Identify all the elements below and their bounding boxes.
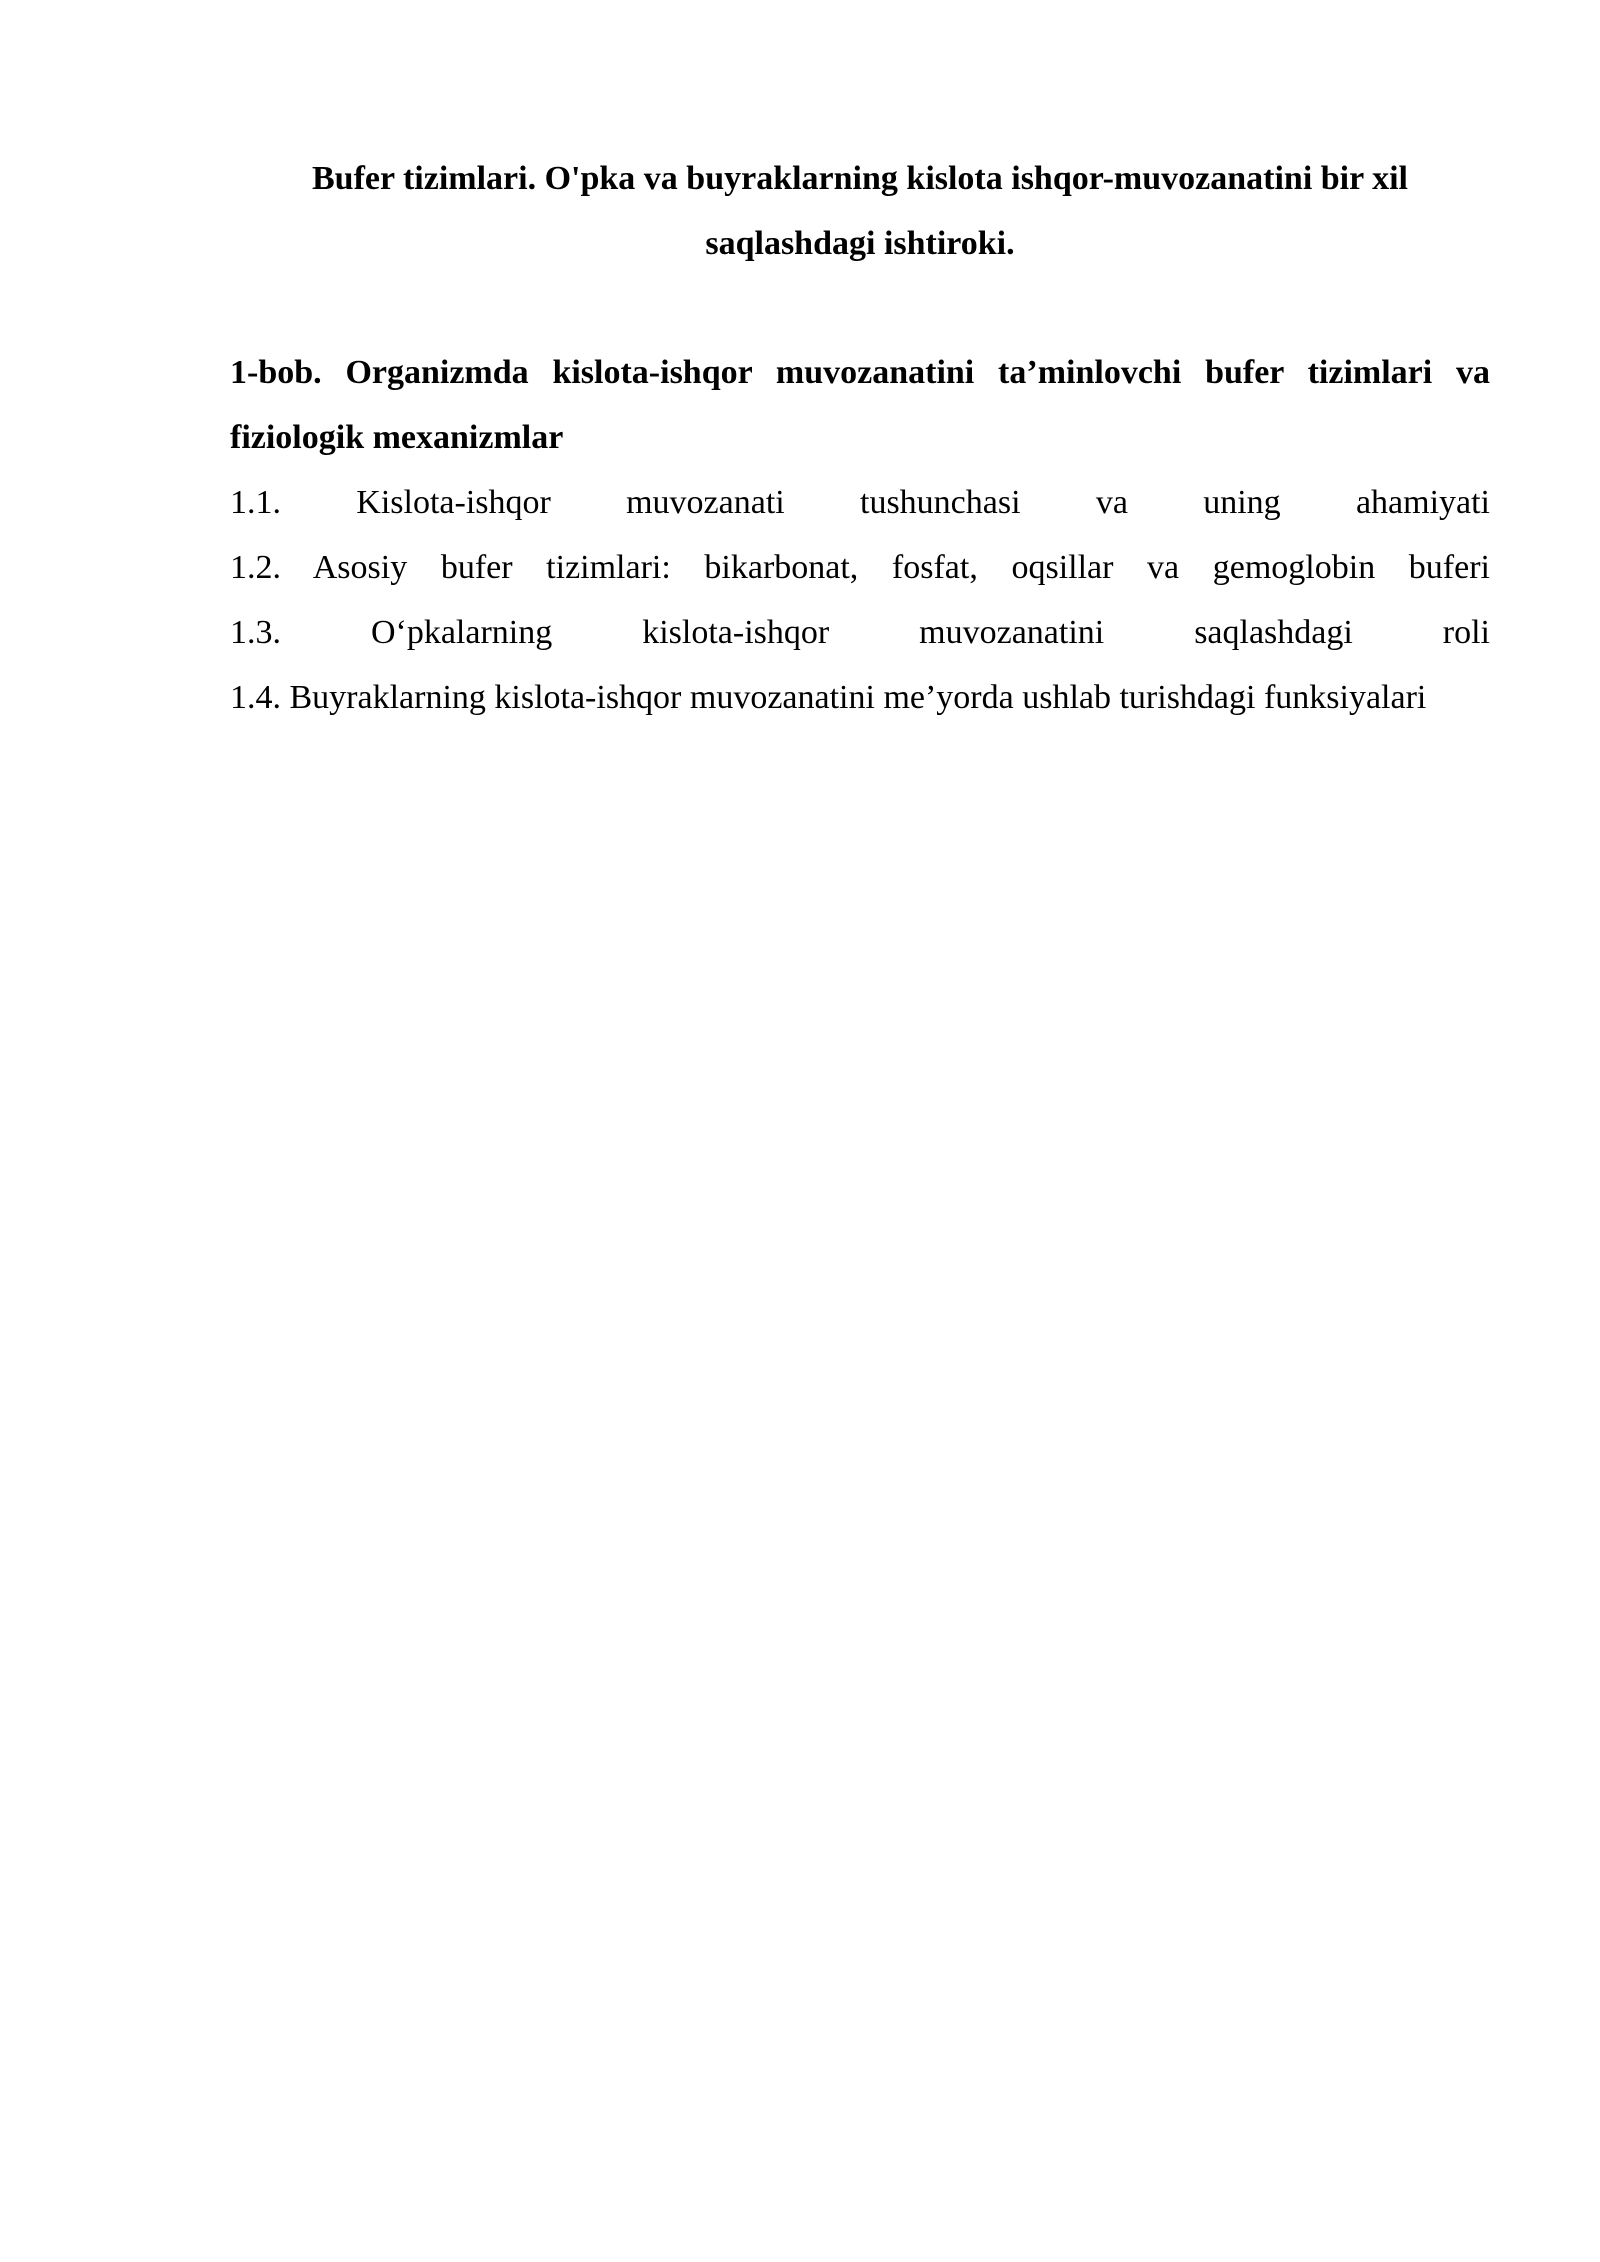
toc-item-1-3: 1.3. O‘pkalarning kislota-ishqor muvozanatini saqlashdagi roli	[230, 614, 1490, 651]
chapter-heading: 1-bob. Organizmda kislota-ishqor muvozanatini ta’minlovchi bufer tizimlari va fiziologik mexanizmlar	[230, 354, 1490, 456]
document-body	[230, 340, 1490, 730]
document-title: Bufer tizimlari. O'pka va buyraklarning kislota ishqor-muvozanatini bir xil saqlashdagi ishtiroki.	[311, 160, 1408, 262]
toc-item-1-4: 1.4. Buyraklarning kislota-ishqor muvozanatini me’yorda ushlab turishdagi funksiyalari	[230, 679, 1427, 716]
toc-item-1-1: 1.1. Kislota-ishqor muvozanati tushunchasi va uning ahamiyati	[230, 484, 1490, 521]
toc-item-1-2: 1.2. Asosiy bufer tizimlari: bikarbonat, fosfat, oqsillar va gemoglobin buferi	[230, 549, 1490, 586]
